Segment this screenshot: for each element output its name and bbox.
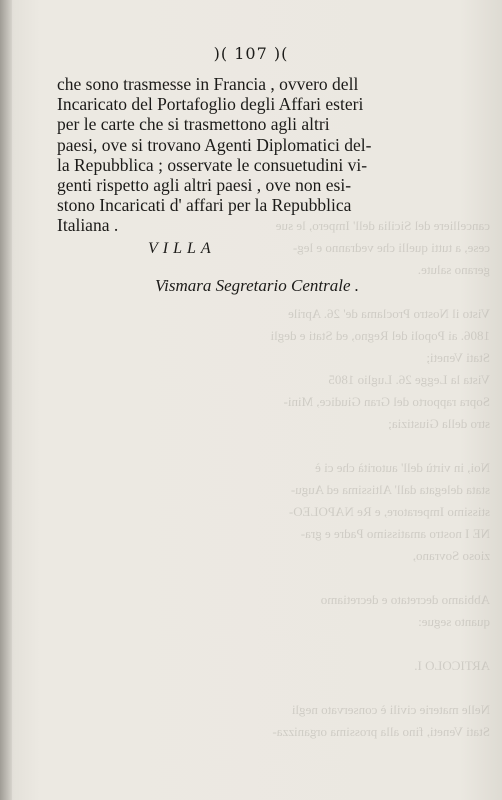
bleed-line: cancelliere del Sicilia dell' Impero, le sue — [275, 218, 490, 233]
body-paragraph — [57, 74, 405, 236]
bleed-line — [40, 435, 490, 457]
bleed-line: stata delegata dall' Altissima ed Augu- — [290, 482, 490, 497]
text-line: genti rispetto agli altri paesi , ove non esi- — [57, 175, 352, 196]
bleed-line: ARTICOLO I. — [414, 658, 490, 673]
text-line: per le carte che si trasmettono agli altri — [57, 114, 330, 135]
signature: VILLA — [148, 240, 216, 257]
text-line: stono Incaricati d' affari per la Repubblica — [57, 195, 352, 216]
bleed-line: stissimo Imperatore, e Re NAPOLEO- — [288, 504, 490, 519]
text-line: Incaricato del Portafoglio degli Affari esteri — [57, 94, 364, 115]
bleed-line: Vista la Legge 26. Luglio 1805 — [328, 372, 490, 387]
page-number: )( 107 )( — [213, 44, 289, 63]
bleed-line: Visto il Nostro Proclama de' 26. Aprile — [288, 306, 490, 321]
bleed-line: 1806. ai Popoli del Regno, ed Stati e degli — [270, 328, 490, 343]
countersignature: Vismara Segretario Centrale . — [155, 276, 359, 295]
bleed-line — [40, 677, 490, 699]
text-line: che sono trasmesse in Francia , ovvero dell — [57, 74, 359, 94]
text-line: paesi, ove si trovano Agenti Diplomatici del- — [57, 134, 372, 155]
bleed-line: Noi, in virtù dell' autorità che ci è — [315, 460, 490, 475]
bleed-line: zioso Sovrano, — [412, 548, 490, 563]
page-gutter — [0, 0, 12, 800]
bleed-line: cese, a tutti quelli che vedranno e leg- — [292, 240, 490, 255]
bleed-line: Nelle materie civili è conservato negli — [291, 702, 490, 717]
bleed-line: stro della Giustizia; — [388, 416, 490, 431]
bleed-line: Stati Veneti, fino alla prossima organizza- — [272, 724, 490, 739]
bleed-line: Abbiamo decretato e decretiamo — [320, 592, 490, 607]
text-line: Italiana . — [57, 215, 119, 236]
bleed-line — [40, 633, 490, 655]
bleed-line: NE I nostro amatissimo Padre e gra- — [300, 526, 490, 541]
bleed-line: quanto segue: — [418, 614, 490, 629]
bleed-line: Sopra rapporto del Gran Giudice, Mini- — [283, 394, 490, 409]
bleed-line — [40, 567, 490, 589]
bleed-line: gerano salute. — [417, 262, 490, 277]
bleed-line: Stati Veneti; — [426, 350, 490, 365]
text-line: la Repubblica ; osservate le consuetudini vi- — [57, 154, 368, 175]
